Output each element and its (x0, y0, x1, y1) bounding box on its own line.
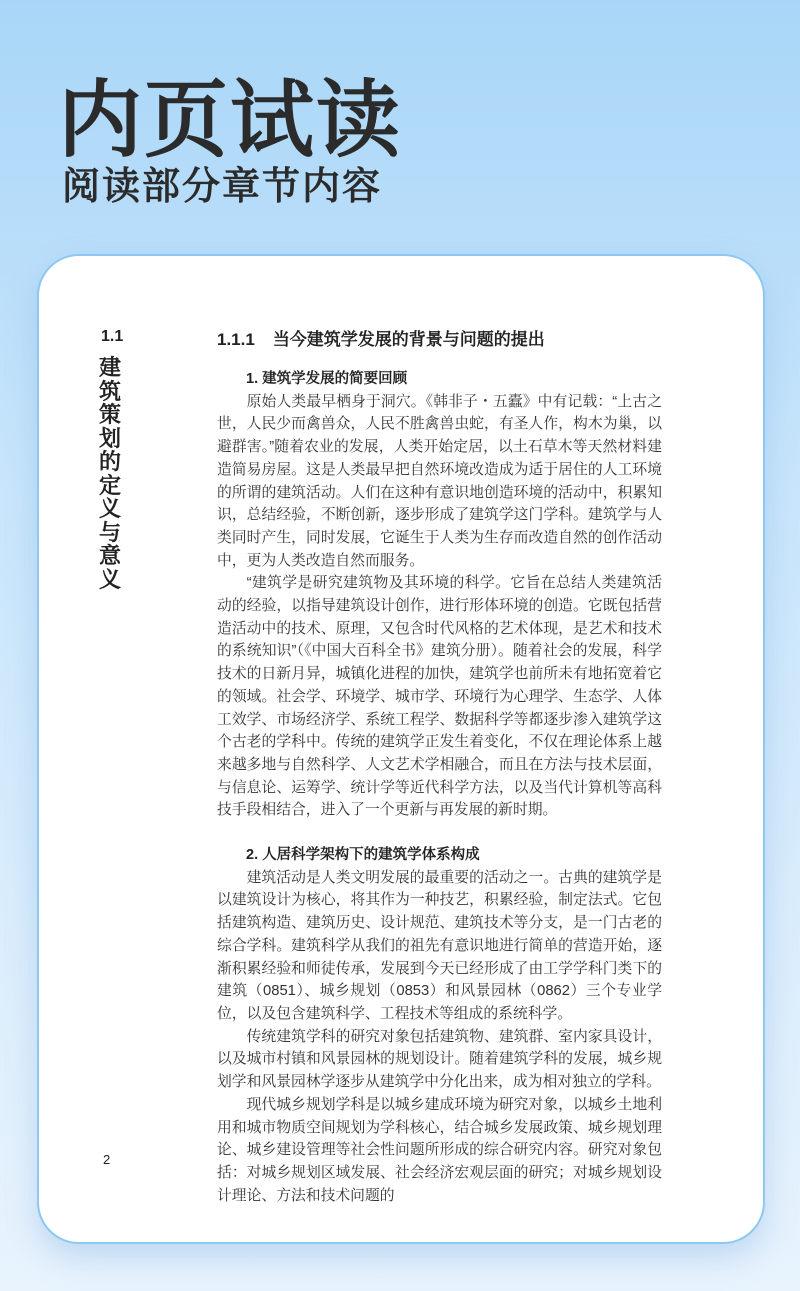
section-number: 1.1.1 (217, 330, 255, 349)
page-body (217, 328, 662, 1207)
page-number: 2 (103, 1152, 111, 1167)
paragraph: 建筑活动是人类文明发展的最重要的活动之一。古典的建筑学是以建筑设计为核心，将其作为一种技艺，积累经验，制定法式。它包括建筑构造、建筑历史、设计规范、建筑技术等分支，是一门古老的综合学科。建筑科学从我们的祖先有意识地进行简单的营造开始，逐渐积累经验和师徒传承，发展到今天已经形成了由工学学科门类下的建筑（0851）、城乡规划（0853）和风景园林（0862）三个专业学位，以及包含建筑科学、工程技术等组成的系统科学。 (217, 869, 662, 1022)
paragraph: 现代城乡规划学科是以城乡建成环境为研究对象，以城乡土地利用和城市物质空间规划为学科核心，结合城乡发展政策、城乡规划理论、城乡建设管理等社会性问题所形成的综合研究内容。研究对象包括：对城乡规划区域发展、社会经济宏观层面的研究；对城乡规划设计理论、方法和技术问题的 (217, 1096, 662, 1204)
section-heading (217, 328, 662, 352)
subsection-heading: 1. 建筑学发展的简要回顾 (246, 371, 408, 387)
page-subtitle: 阅读部分章节内容 (62, 166, 383, 208)
paragraph: 传统建筑学科的研究对象包括建筑物、建筑群、室内家具设计，以及城市村镇和风景园林的规划设计。随着建筑学科的发展，城乡规划学和风景园林学逐步从建筑学中分化出来，成为相对独立的学科。 (217, 1028, 662, 1091)
paragraph: 原始人类最早栖身于洞穴。《韩非子・五蠹》中有记载：“上古之世，人民少而禽兽众，人民不胜禽兽虫蛇，有圣人作，构木为巢，以避群害。”随着农业的发展，人类开始定居，以土石草木等天然材料建造简易房屋。这是人类最早把自然环境改造成为适于居住的人工环境的所谓的建筑活动。人们在这种有意识地创造环境的活动中，积累知识，总结经验，不断创新，逐步形成了建筑学这门学科。建筑学与人类同时产生，同时发展，它诞生于人类为生存而改造自然的创作活动中，更为人类改造自然而服务。 (217, 393, 662, 569)
subsection-heading: 2. 人居科学架构下的建筑学体系构成 (246, 847, 480, 864)
section-title: 当今建筑学发展的背景与问题的提出 (272, 330, 545, 349)
page-title: 内页试读 (58, 73, 403, 167)
paragraph: “建筑学是研究建筑物及其环境的科学。它旨在总结人类建筑活动的经验，以指导建筑设计创作，进行形体环境的创造。它既包括营造活动中的技术、原理，又包含时代风格的艺术体现，是艺术和技术的系统知识”（《中国大百科全书》建筑分册）。随着社会的发展，科学技术的日新月异，城镇化进程的加快，建筑学也前所未有地拓宽着它的领域。社会学、环境学、城市学、环境行为心理学、生态学、人体工效学、市场经济学、系统工程学、数据科学等都逐步渗入建筑学这个古老的学科中。传统的建筑学正发生着变化，不仅在理论体系上越来越多地与自然科学、人文艺术学相融合，而且在方法与技术层面，与信息论、运筹学、统计学等近代科学方法，以及当代计算机等高科技手段相结合，进入了一个更新与再发展的新时期。 (217, 575, 662, 819)
chapter-title: 建筑策划的定义与意义 (99, 355, 122, 592)
chapter-number: 1.1 (101, 328, 124, 345)
